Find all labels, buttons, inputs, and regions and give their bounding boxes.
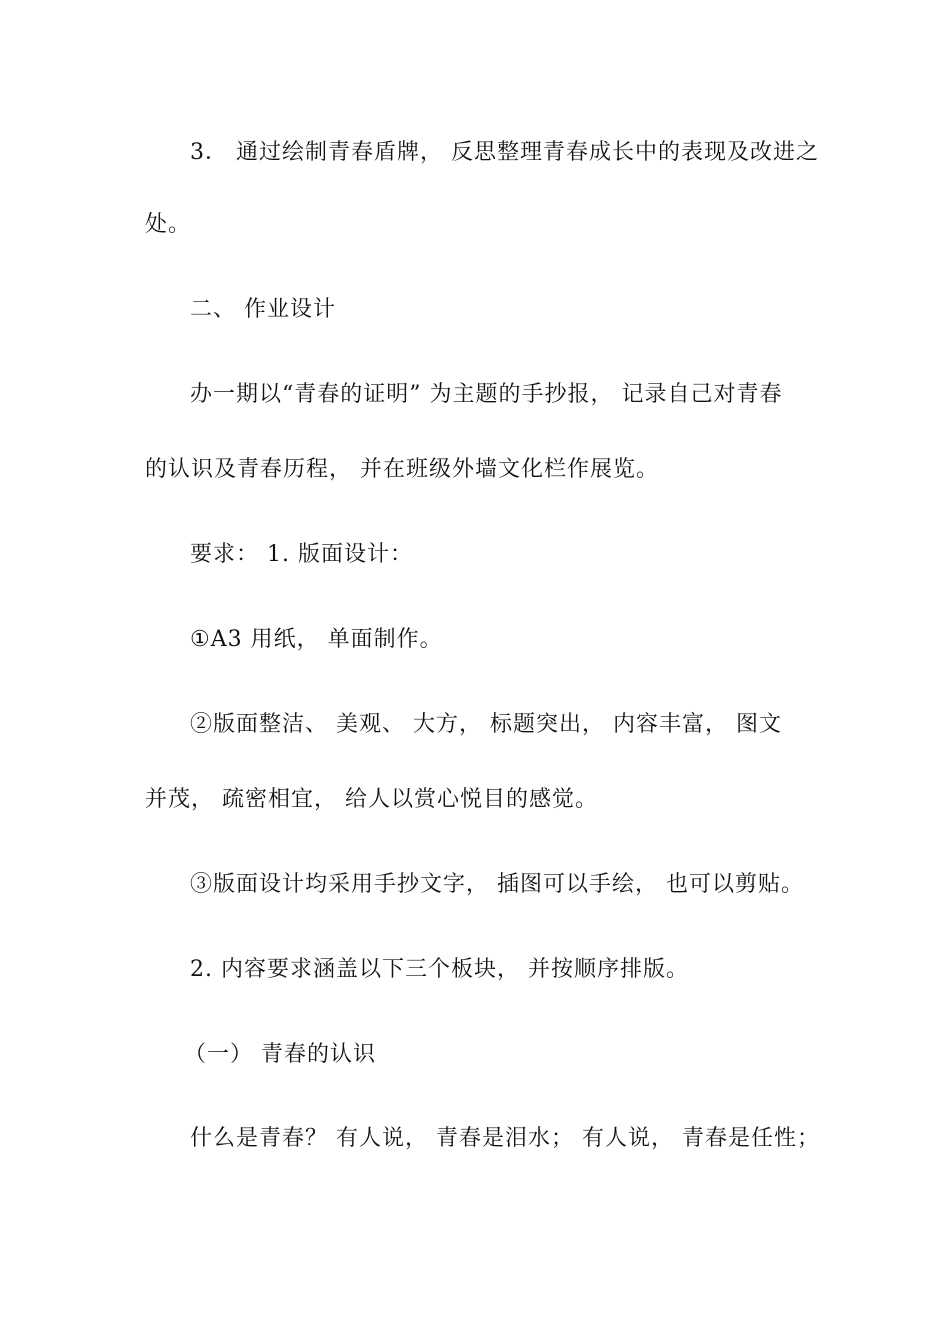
paragraph-line: 什么是青春？ 有人说， 青春是泪水； 有人说， 青春是任性； [190, 1126, 820, 1151]
list-item: ③版面设计均采用手抄文字， 插图可以手绘， 也可以剪贴。 [190, 872, 804, 897]
subsection-heading: （一） 青春的认识 [184, 1042, 376, 1067]
section-heading: 二、 作业设计 [190, 297, 336, 322]
list-item: ①A3 用纸， 单面制作。 [190, 627, 443, 652]
paragraph-line: 处。 [145, 212, 192, 237]
paragraph-line: 并茂， 疏密相宜， 给人以赏心悦目的感觉。 [145, 787, 598, 812]
paragraph-line: 的认识及青春历程， 并在班级外墙文化栏作展览。 [145, 457, 659, 482]
paragraph-line: 办一期以“青春的证明” 为主题的手抄报， 记录自己对青春 [190, 382, 783, 407]
paragraph-line: 2. 内容要求涵盖以下三个板块， 并按顺序排版。 [190, 957, 689, 982]
paragraph-line: 要求： 1. 版面设计： [190, 542, 413, 567]
paragraph-line: 3． 通过绘制青春盾牌， 反思整理青春成长中的表现及改进之 [190, 140, 819, 165]
list-item: ②版面整洁、 美观、 大方， 标题突出， 内容丰富， 图文 [190, 712, 782, 737]
